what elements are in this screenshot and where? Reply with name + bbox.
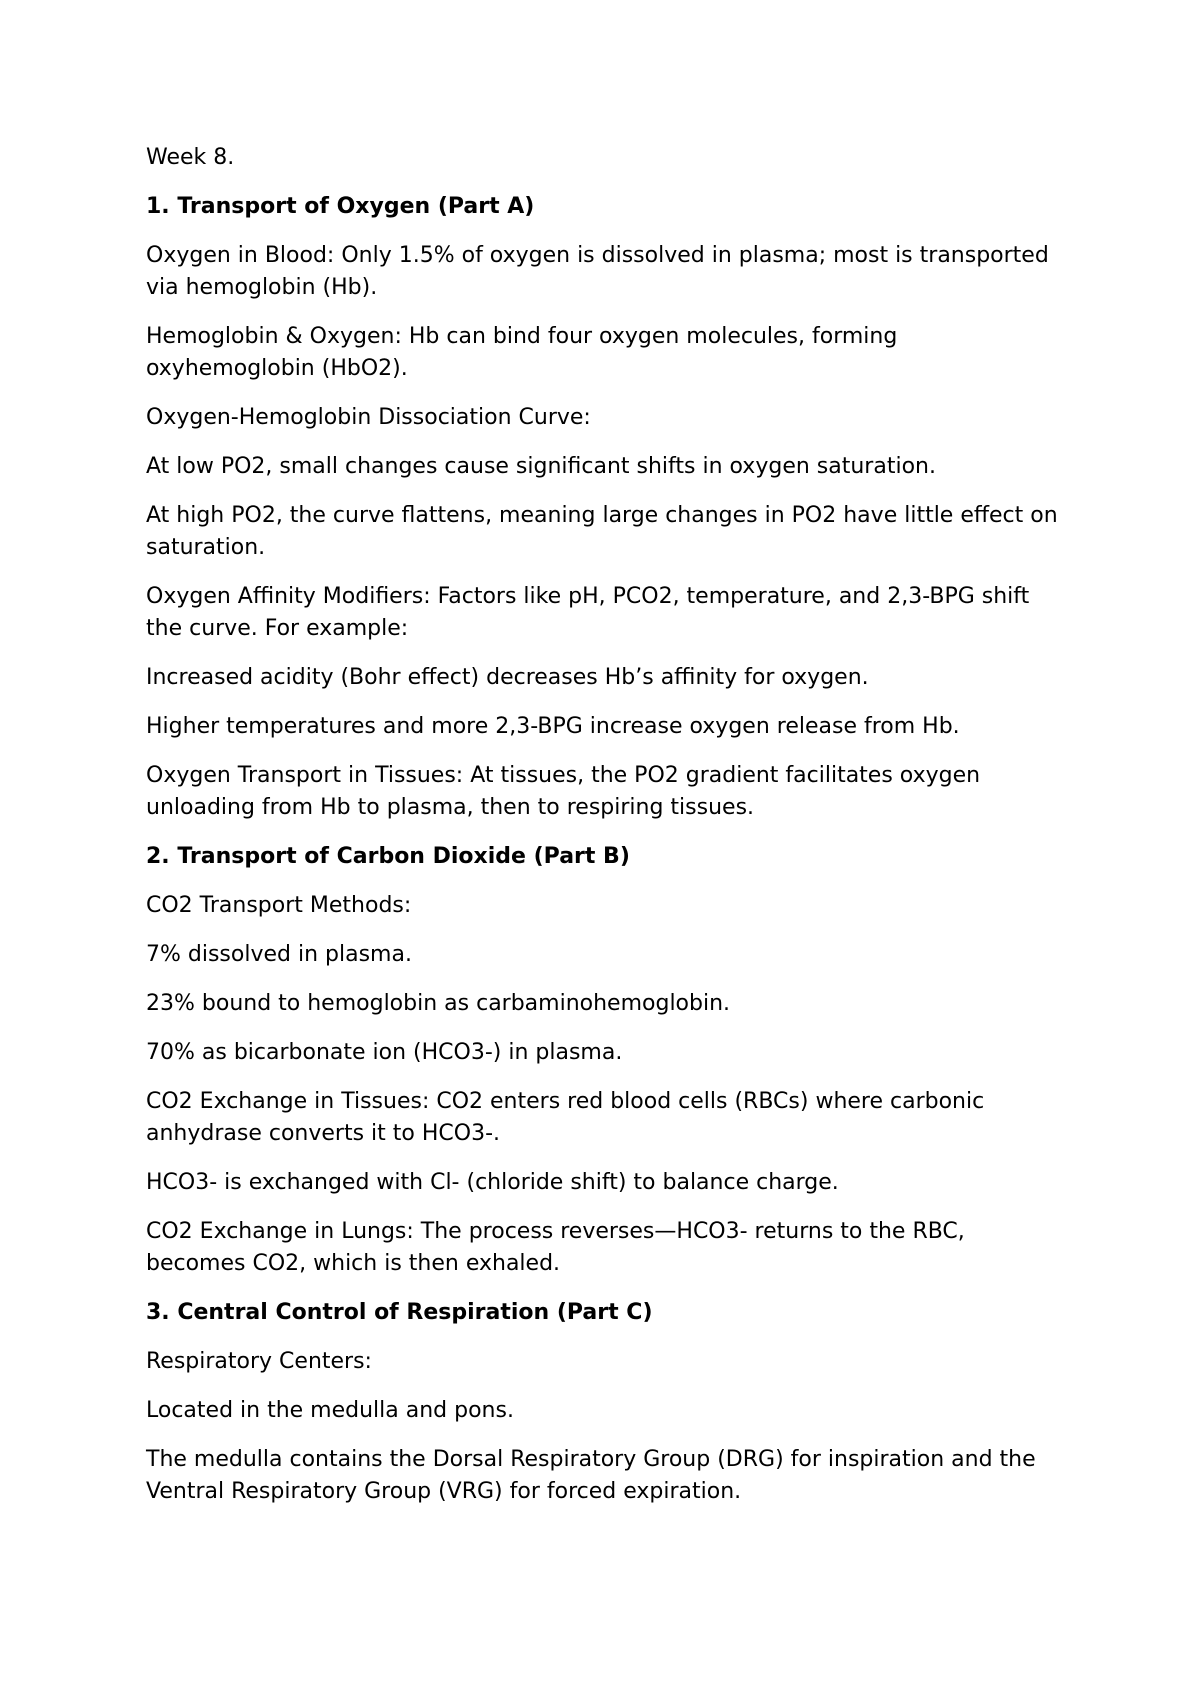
paragraph: At low PO2, small changes cause significant shifts in oxygen saturation. bbox=[146, 454, 936, 479]
paragraph: Respiratory Centers: bbox=[146, 1349, 372, 1374]
paragraph: CO2 Transport Methods: bbox=[146, 893, 412, 918]
paragraph: 70% as bicarbonate ion (HCO3-) in plasma. bbox=[146, 1040, 623, 1065]
paragraph: CO2 Exchange in Tissues: CO2 enters red blood cells (RBCs) where carbonic anhydrase converts it to HCO3-. bbox=[146, 1089, 985, 1146]
paragraph: HCO3- is exchanged with Cl- (chloride shift) to balance charge. bbox=[146, 1170, 839, 1195]
document-title: Week 8. bbox=[146, 145, 235, 170]
paragraph: 23% bound to hemoglobin as carbaminohemoglobin. bbox=[146, 991, 731, 1016]
section-heading: 1. Transport of Oxygen (Part A) bbox=[146, 194, 535, 219]
paragraph: The medulla contains the Dorsal Respiratory Group (DRG) for inspiration and the Ventral Respiratory Group (VRG) for forced expiration. bbox=[146, 1447, 1036, 1504]
paragraph: Hemoglobin & Oxygen: Hb can bind four oxygen molecules, forming oxyhemoglobin (HbO2). bbox=[146, 324, 898, 381]
paragraph: Oxygen Transport in Tissues: At tissues, the PO2 gradient facilitates oxygen unloading from Hb to plasma, then to respiring tissues. bbox=[146, 763, 981, 820]
paragraph: Oxygen Affinity Modifiers: Factors like pH, PCO2, temperature, and 2,3-BPG shift the curve. For example: bbox=[146, 584, 1030, 641]
section-heading: 2. Transport of Carbon Dioxide (Part B) bbox=[146, 844, 630, 869]
paragraph: 7% dissolved in plasma. bbox=[146, 942, 412, 967]
section-heading: 3. Central Control of Respiration (Part C) bbox=[146, 1300, 653, 1325]
paragraph: At high PO2, the curve flattens, meaning large changes in PO2 have little effect on saturation. bbox=[146, 503, 1058, 560]
paragraph: CO2 Exchange in Lungs: The process reverses—HCO3- returns to the RBC, becomes CO2, which is then exhaled. bbox=[146, 1219, 965, 1276]
paragraph: Oxygen-Hemoglobin Dissociation Curve: bbox=[146, 405, 591, 430]
paragraph: Oxygen in Blood: Only 1.5% of oxygen is dissolved in plasma; most is transported via hemoglobin (Hb). bbox=[146, 243, 1049, 300]
paragraph: Higher temperatures and more 2,3-BPG increase oxygen release from Hb. bbox=[146, 714, 960, 739]
document-page bbox=[146, 142, 1066, 1525]
paragraph: Located in the medulla and pons. bbox=[146, 1398, 514, 1423]
paragraph: Increased acidity (Bohr effect) decreases Hb’s affinity for oxygen. bbox=[146, 665, 869, 690]
